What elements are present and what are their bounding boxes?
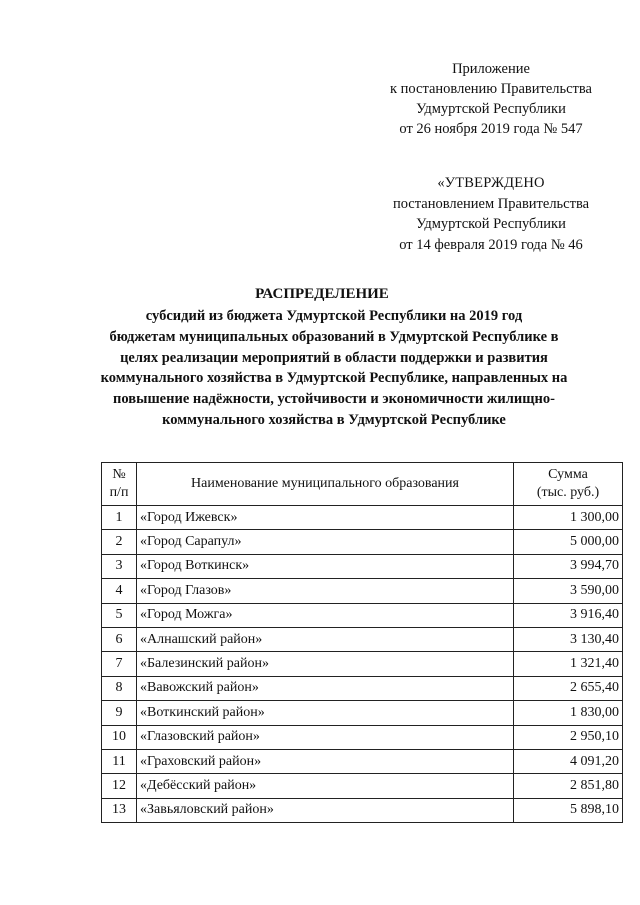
table-body [102, 506, 623, 823]
subsidy-amount: 2 950,10 [514, 725, 623, 749]
municipality-name: «Дебёсский район» [137, 774, 514, 798]
subtitle-line: субсидий из бюджета Удмуртской Республики на 2019 год [145, 308, 523, 324]
appendix-line: Удмуртской Республики [416, 101, 566, 117]
subsidy-amount: 2 851,80 [514, 774, 623, 798]
subsidy-amount: 1 300,00 [514, 506, 623, 530]
approved-line: от 14 февраля 2019 года № 46 [399, 236, 583, 253]
municipality-name: «Город Ижевск» [137, 506, 514, 530]
row-number: 3 [102, 554, 137, 578]
table-row [102, 627, 623, 651]
row-number: 9 [102, 701, 137, 725]
table-row [102, 749, 623, 773]
approved-block [360, 173, 622, 255]
municipality-name: «Глазовский район» [137, 725, 514, 749]
document-title: РАСПРЕДЕЛЕНИЕ [255, 286, 389, 302]
table-header-row [102, 463, 623, 506]
subsidy-amount: 3 916,40 [514, 603, 623, 627]
table-row [102, 603, 623, 627]
table-row [102, 676, 623, 700]
row-number: 12 [102, 774, 137, 798]
row-number: 1 [102, 506, 137, 530]
municipality-name: «Алнашский район» [137, 627, 514, 651]
subtitle-line: коммунального хозяйства в Удмуртской Республике [162, 411, 506, 428]
table-row [102, 774, 623, 798]
municipality-name: «Город Воткинск» [137, 554, 514, 578]
appendix-line: Приложение [452, 61, 530, 77]
row-number: 5 [102, 603, 137, 627]
municipality-name: «Граховский район» [137, 749, 514, 773]
row-number: 11 [102, 749, 137, 773]
row-number: 4 [102, 579, 137, 603]
table-row [102, 701, 623, 725]
subsidy-amount: 1 830,00 [514, 701, 623, 725]
row-number: 6 [102, 627, 137, 651]
municipality-name: «Город Сарапул» [137, 530, 514, 554]
subtitle-line: повышение надёжности, устойчивости и экономичности жилищно- [113, 391, 555, 408]
header-number: № п/п [102, 463, 137, 506]
municipality-name: «Вавожский район» [137, 676, 514, 700]
subsidy-amount: 3 130,40 [514, 627, 623, 651]
municipality-name: «Завьяловский район» [137, 798, 514, 822]
appendix-block [360, 59, 622, 139]
municipality-name: «Город Можга» [137, 603, 514, 627]
distribution-table [101, 462, 623, 823]
table-row [102, 579, 623, 603]
subsidy-amount: 5 000,00 [514, 530, 623, 554]
approved-line: «УТВЕРЖДЕНО [437, 175, 545, 191]
subsidy-amount: 1 321,40 [514, 652, 623, 676]
subsidy-amount: 3 994,70 [514, 554, 623, 578]
table-row [102, 725, 623, 749]
row-number: 13 [102, 798, 137, 822]
row-number: 8 [102, 676, 137, 700]
appendix-line: к постановлению Правительства [390, 81, 592, 97]
row-number: 2 [102, 530, 137, 554]
subtitle-line: бюджетам муниципальных образований в Удмуртской Республике в [109, 328, 559, 345]
table-row [102, 798, 623, 822]
subsidy-amount: 3 590,00 [514, 579, 623, 603]
table-row [102, 530, 623, 554]
subtitle-line: коммунального хозяйства в Удмуртской Республике, направленных на [100, 370, 568, 387]
table-row [102, 506, 623, 530]
header-name: Наименование муниципального образования [137, 463, 514, 506]
municipality-name: «Балезинский район» [137, 652, 514, 676]
municipality-name: «Воткинский район» [137, 701, 514, 725]
table-row [102, 652, 623, 676]
subsidy-amount: 5 898,10 [514, 798, 623, 822]
subtitle-line: целях реализации мероприятий в области поддержки и развития [120, 349, 548, 366]
row-number: 10 [102, 725, 137, 749]
subsidy-amount: 4 091,20 [514, 749, 623, 773]
approved-line: постановлением Правительства [392, 195, 590, 212]
header-sum: Сумма (тыс. руб.) [514, 463, 623, 506]
subsidy-amount: 2 655,40 [514, 676, 623, 700]
approved-line: Удмуртской Республики [416, 216, 566, 232]
document-subtitle [92, 306, 576, 431]
municipality-name: «Город Глазов» [137, 579, 514, 603]
appendix-line: от 26 ноября 2019 года № 547 [399, 121, 583, 137]
table-row [102, 554, 623, 578]
row-number: 7 [102, 652, 137, 676]
